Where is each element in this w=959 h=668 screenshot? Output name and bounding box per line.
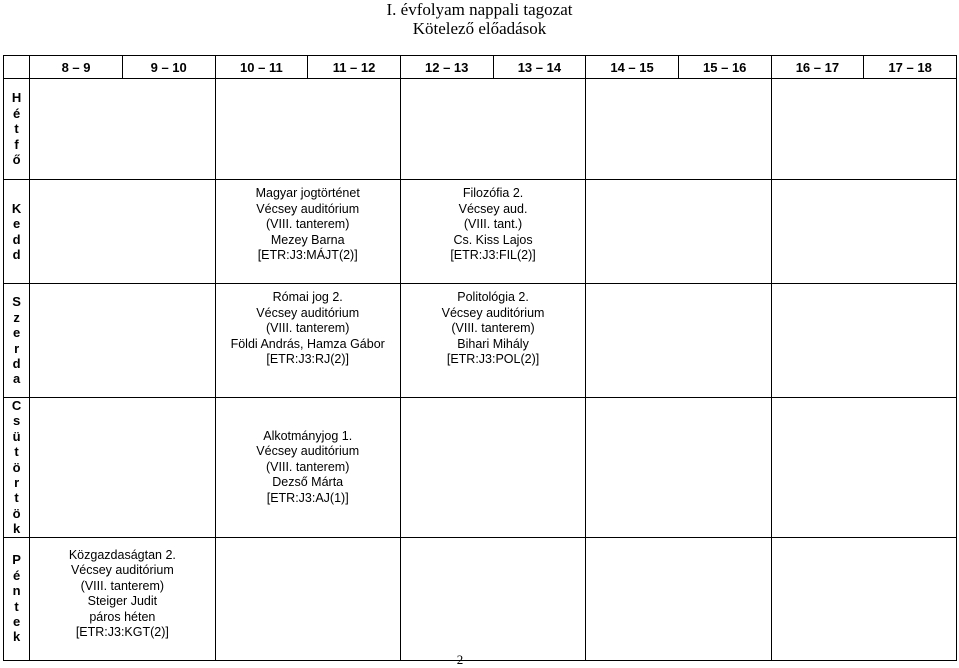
empty-cell [586,284,771,398]
course-teacher: Steiger Judit [87,594,158,609]
time-slot: 9 – 10 [122,56,215,79]
course-code: [ETR:J3:AJ(1)] [266,490,349,505]
day-row-hetfo [4,79,957,180]
day-row-kedd [4,180,957,284]
course-name: Közgazdaságtan 2. [68,547,176,562]
empty-cell [400,537,585,660]
course-room-detail: (VIII. tanterem) [266,321,350,335]
course-cell [30,537,215,660]
time-slot: 16 – 17 [771,56,864,79]
course-name: Filozófia 2. [462,186,524,200]
day-label-szerda: S z e r d a [4,284,30,398]
course-cell [215,284,400,398]
course-teacher: Mezey Barna [270,232,345,247]
course-room: Vécsey auditórium [70,563,174,578]
course-room-detail: (VIII. tanterem) [451,321,535,335]
time-slot: 10 – 11 [215,56,308,79]
course-room-detail: (VIII. tanterem) [80,578,165,593]
timetable [3,55,957,661]
empty-cell [400,398,585,538]
empty-cell [30,79,215,180]
course-teacher: Földi András, Hamza Gábor [230,336,385,351]
day-label-pentek: P é n t e k [4,537,30,660]
course-cell [400,180,585,284]
day-row-szerda [4,284,957,398]
course-code: [ETR:J3:RJ(2)] [266,352,350,366]
empty-cell [771,537,956,660]
course-code: [ETR:J3:MÁJT(2)] [257,248,358,262]
empty-cell [215,79,400,180]
page-number: 2 [456,652,464,667]
time-slot: 12 – 13 [400,56,493,79]
course-teacher: Dezső Márta [272,475,344,490]
course-name: Római jog 2. [272,290,343,304]
time-slot: 17 – 18 [864,56,957,79]
course-room: Vécsey auditórium [256,305,360,320]
time-slot: 13 – 14 [493,56,586,79]
empty-cell [215,537,400,660]
title-line-1: I. évfolyam nappali tagozat [386,0,573,19]
day-label-csutortok: C s ü t ö r t ö k [4,398,30,538]
course-cell [400,284,585,398]
course-room-detail: (VIII. tanterem) [266,459,350,474]
header-corner [4,56,30,79]
course-name: Magyar jogtörténet [255,186,360,200]
day-row-pentek [4,537,957,660]
course-room-detail: (VIII. tanterem) [266,217,350,231]
empty-cell [771,180,956,284]
empty-cell [771,398,956,538]
empty-cell [586,180,771,284]
course-room: Vécsey aud. [458,201,528,216]
title-line-2: Kötelező előadások [412,19,547,38]
course-code: [ETR:J3:FIL(2)] [450,248,536,262]
empty-cell [30,180,215,284]
document-title [0,0,959,38]
course-room: Vécsey auditórium [256,201,360,216]
course-room-detail: (VIII. tant.) [463,217,523,231]
course-code: [ETR:J3:KGT(2)] [75,625,169,640]
course-name: Politológia 2. [457,290,529,304]
day-label-kedd: K e d d [4,180,30,284]
time-slot: 14 – 15 [586,56,679,79]
time-slot: 15 – 16 [678,56,771,79]
empty-cell [30,398,215,538]
empty-cell [771,284,956,398]
empty-cell [400,79,585,180]
empty-cell [586,79,771,180]
empty-cell [771,79,956,180]
day-row-csutortok [4,398,957,538]
time-header-row [4,56,957,79]
course-cell [215,180,400,284]
course-cell [215,398,400,538]
empty-cell [586,537,771,660]
day-label-hetfo: H é t f ő [4,79,30,180]
course-room: Vécsey auditórium [441,305,545,320]
course-room: Vécsey auditórium [256,444,360,459]
empty-cell [30,284,215,398]
course-teacher: Cs. Kiss Lajos [453,232,533,247]
time-slot: 11 – 12 [308,56,401,79]
course-name: Alkotmányjog 1. [263,428,353,443]
course-note: páros héten [89,609,156,624]
empty-cell [586,398,771,538]
course-teacher: Bihari Mihály [457,336,529,351]
time-slot: 8 – 9 [30,56,123,79]
course-code: [ETR:J3:POL(2)] [446,352,540,366]
